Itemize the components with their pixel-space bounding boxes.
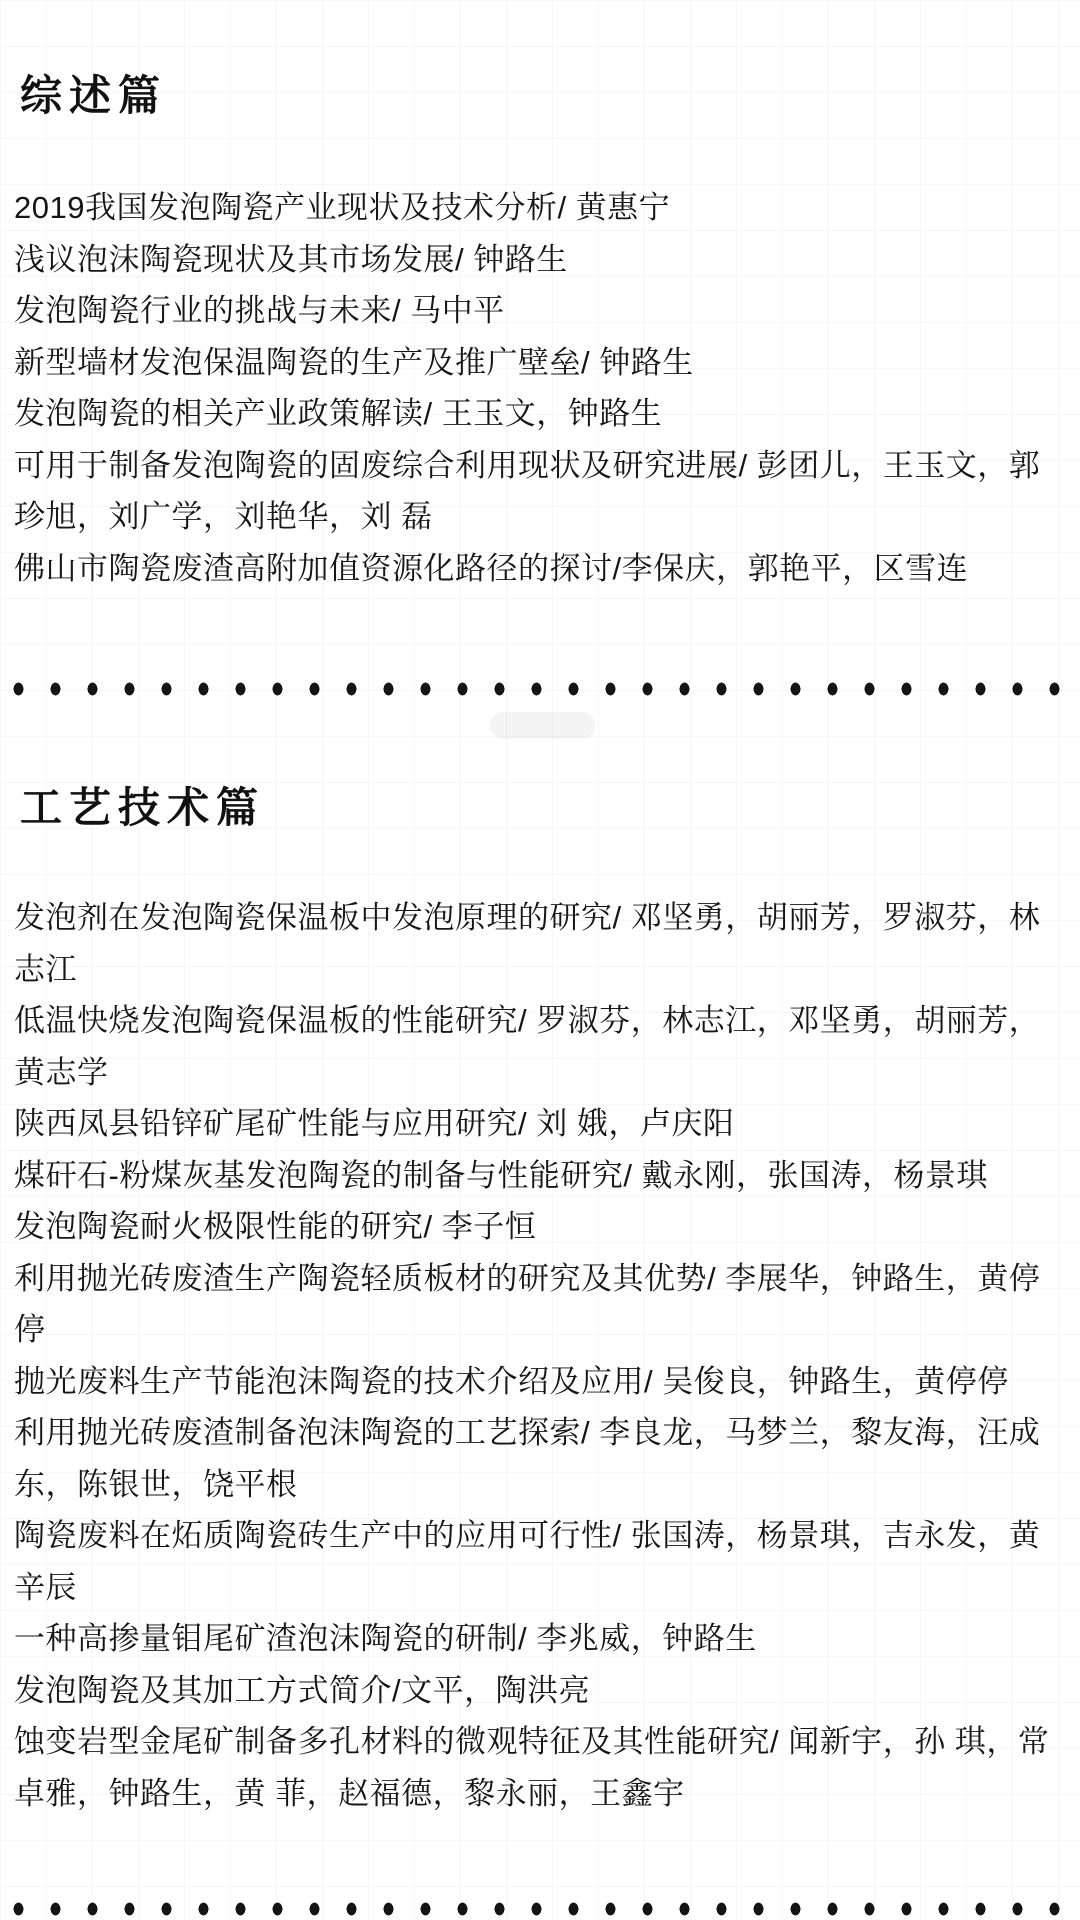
toc-item: 可用于制备发泡陶瓷的固废综合利用现状及研究进展/ 彭团儿，王玉文，郭珍旭，刘广学，刘艳华，刘 磊: [14, 447, 1041, 534]
toc-item: 一种高掺量钼尾矿渣泡沫陶瓷的研制/ 李兆威，钟路生: [14, 1621, 757, 1656]
toc-item: 低温快烧发泡陶瓷保温板的性能研究/ 罗淑芬，林志江，邓坚勇，胡丽芳，黄志学: [14, 1003, 1041, 1090]
toc-item: 煤矸石-粉煤灰基发泡陶瓷的制备与性能研究/ 戴永刚，张国涛，杨景琪: [14, 1157, 989, 1193]
toc-list-overview: [0, 182, 1080, 594]
section-title-process-technology: 工艺技术篇: [20, 784, 266, 831]
watermark: [490, 712, 595, 739]
toc-item: 发泡剂在发泡陶瓷保温板中发泡原理的研究/ 邓坚勇，胡丽芳，罗淑芬，林志江: [14, 900, 1041, 987]
toc-item: 抛光废料生产节能泡沫陶瓷的技术介绍及应用/ 吴俊良，钟路生，黄停停: [14, 1363, 1009, 1399]
toc-item: 利用抛光砖废渣制备泡沫陶瓷的工艺探索/ 李良龙，马梦兰，黎友海，汪成东，陈银世，饶平根: [14, 1415, 1041, 1502]
toc-item: 利用抛光砖废渣生产陶瓷轻质板材的研究及其优势/ 李展华，钟路生，黄停停: [14, 1260, 1041, 1347]
toc-item: 新型墙材发泡保温陶瓷的生产及推广壁垒/ 钟路生: [14, 344, 694, 380]
toc-item: 浅议泡沫陶瓷现状及其市场发展/ 钟路生: [14, 241, 568, 277]
toc-list-process-technology: [0, 892, 1080, 1819]
dotted-separator: [0, 1902, 1080, 1916]
toc-item: 佛山市陶瓷废渣高附加值资源化路径的探讨/李保庆，郭艳平，区雪连: [14, 550, 969, 586]
toc-item: 发泡陶瓷行业的挑战与未来/ 马中平: [14, 293, 505, 328]
toc-item: 蚀变岩型金尾矿制备多孔材料的微观特征及其性能研究/ 闻新宇，孙 琪，常卓雅，钟路生，黄 菲，赵福德，黎永丽，王鑫宇: [14, 1724, 1050, 1811]
toc-item: 陶瓷废料在炻质陶瓷砖生产中的应用可行性/ 张国涛，杨景琪，吉永发，黄辛辰: [14, 1518, 1041, 1605]
toc-item: 发泡陶瓷耐火极限性能的研究/ 李子恒: [14, 1209, 537, 1244]
dotted-separator: [0, 682, 1080, 696]
section-title-overview: 综述篇: [20, 72, 168, 119]
toc-item: 2019我国发泡陶瓷产业现状及技术分析/ 黄惠宁: [14, 190, 671, 225]
toc-item: 陕西凤县铅锌矿尾矿性能与应用研究/ 刘 娥，卢庆阳: [14, 1106, 735, 1141]
toc-item: 发泡陶瓷及其加工方式简介/文平，陶洪亮: [14, 1672, 591, 1708]
toc-item: 发泡陶瓷的相关产业政策解读/ 王玉文，钟路生: [14, 396, 663, 431]
